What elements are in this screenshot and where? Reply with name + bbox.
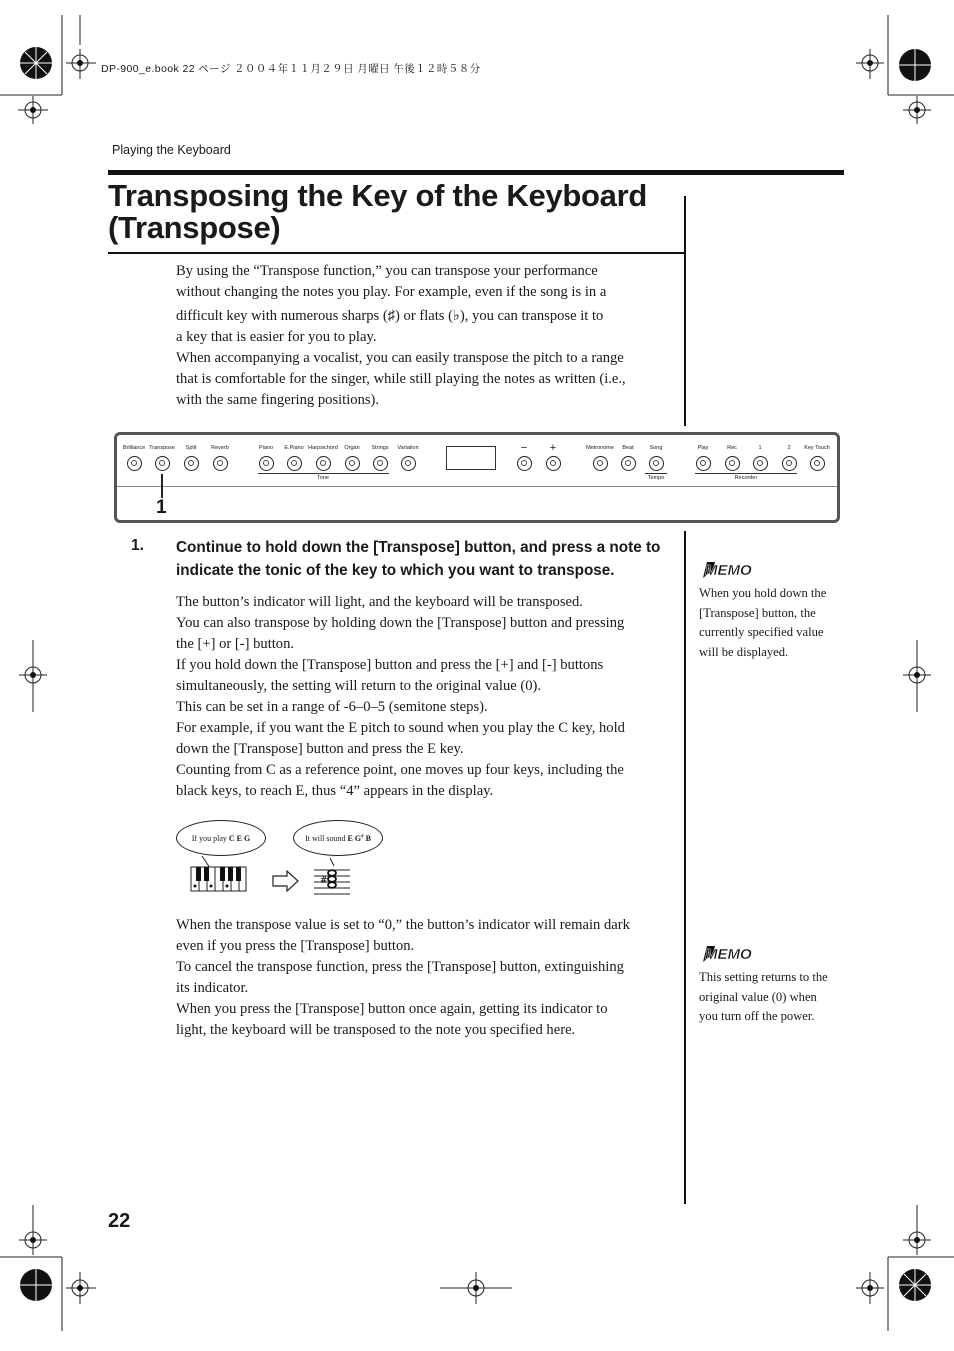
column-rule-lower <box>684 531 686 1204</box>
intro-text: ) or flats ( <box>395 308 453 324</box>
top-rule <box>108 170 844 175</box>
panel-button-label: Piano <box>258 445 274 451</box>
intro-line: that is comfortable for the singer, while still playing the notes as written (i.e., <box>176 371 626 387</box>
svg-text:#: # <box>320 876 328 886</box>
body-line: black keys, to reach E, thus “4” appears in the display. <box>176 783 494 799</box>
panel-button-label: Variation <box>397 445 419 451</box>
panel-display <box>446 446 496 470</box>
title-rule <box>108 252 686 254</box>
sound-prefix: It will sound <box>305 833 346 843</box>
body-line: the [+] or [-] button. <box>176 636 295 652</box>
flat-symbol: ♭ <box>452 308 460 324</box>
panel-button-label: 2 <box>787 445 791 451</box>
panel-button-label: Split <box>185 445 197 451</box>
body-line: The button’s indicator will light, and the keyboard will be transposed. <box>176 594 583 610</box>
step-instruction: Continue to hold down the [Transpose] button, and press a note to indicate the tonic of the key to which you want to transpose. <box>176 539 661 579</box>
arrow-right-icon <box>272 870 300 892</box>
intro-text: difficult key with numerous sharps ( <box>176 308 388 324</box>
callout-number: 1 <box>156 497 167 518</box>
panel-button-label: Rec <box>727 445 737 451</box>
body-line: simultaneously, the setting will return to the original value (0). <box>176 678 542 694</box>
body-line: Counting from C as a reference point, one moves up four keys, including the <box>176 762 624 778</box>
memo-line: will be displayed. <box>699 644 789 659</box>
body-line: even if you press the [Transpose] button. <box>176 938 415 954</box>
panel-button-label: E.Piano <box>284 445 304 451</box>
tone-group-label: Tone <box>317 475 329 481</box>
crop-header-text: DP-900_e.book 22 ページ ２００４年１１月２９日 月曜日 午後１２時５８分 <box>101 63 481 75</box>
panel-button-label: Reverb <box>211 445 229 451</box>
memo-badge-label: MEMO <box>705 946 752 963</box>
title-line-1: Transposing the Key of the Keyboard <box>108 178 647 213</box>
section-label: Playing the Keyboard <box>112 143 231 157</box>
callout-line <box>161 474 163 498</box>
panel-button-label: Key Touch <box>804 445 830 451</box>
tempo-group-label: Tempo <box>647 475 665 481</box>
play-notes: C E G <box>228 833 251 843</box>
intro-line: When accompanying a vocalist, you can easily transpose the pitch to a range <box>176 350 624 366</box>
body-line: When the transpose value is set to “0,” the button’s indicator will remain dark <box>176 917 630 933</box>
body-line: down the [Transpose] button and press the E key. <box>176 741 464 757</box>
panel-button-label: Beat <box>622 445 634 451</box>
tone-group-rule <box>258 473 389 474</box>
intro-line <box>176 306 666 327</box>
panel-button-label: + <box>549 442 557 454</box>
body-line: its indicator. <box>176 980 249 996</box>
recorder-group-label: Recorder <box>734 475 758 481</box>
memo-note <box>699 584 849 662</box>
intro-line: with the same fingering positions). <box>176 392 380 408</box>
body-line: To cancel the transpose function, press the [Transpose] button, extinguishing <box>176 959 624 975</box>
page-number: 22 <box>108 1210 131 1232</box>
memo-line: This setting returns to the <box>699 970 828 984</box>
intro-line: a key that is easier for you to play. <box>176 329 377 345</box>
body-line: This can be set in a range of -6–0–5 (semitone steps). <box>176 699 488 715</box>
memo-line: When you hold down the <box>699 586 827 600</box>
memo-badge-icon <box>701 558 757 580</box>
panel-button-label: 1 <box>758 445 762 451</box>
panel-button-label: Brilliance <box>122 445 146 451</box>
keyboard-icon <box>190 856 250 894</box>
sound-notes: B <box>363 833 371 843</box>
sound-notes: E G <box>347 833 362 843</box>
memo-badge-icon <box>701 942 757 964</box>
memo-line: currently specified value <box>699 625 824 639</box>
memo-note <box>699 968 849 1027</box>
play-bubble <box>176 820 266 856</box>
sharp-symbol: ♯ <box>387 308 396 324</box>
sharp-symbol: # <box>361 833 364 839</box>
memo-line: you turn off the power. <box>699 1009 815 1023</box>
panel-divider <box>117 486 837 487</box>
panel-button-label: Organ <box>344 445 360 451</box>
intro-text: ), you can transpose it to <box>459 308 604 324</box>
title-line-2: (Transpose) <box>108 210 281 245</box>
memo-badge-label: MEMO <box>705 562 752 579</box>
body-line: If you hold down the [Transpose] button and press the [+] and [-] buttons <box>176 657 604 673</box>
body-line: For example, if you want the E pitch to sound when you play the C key, hold <box>176 720 625 736</box>
panel-button-label: Transpose <box>149 445 175 451</box>
panel-button-label: Song <box>649 445 663 451</box>
music-notation-icon <box>310 856 354 898</box>
body-line: When you press the [Transpose] button once again, getting its indicator to <box>176 1001 608 1017</box>
panel-button-label: Harpsichord <box>308 445 338 451</box>
sound-bubble <box>293 820 383 856</box>
panel-button-label: Metronome <box>586 445 614 451</box>
step-number: 1. <box>131 537 144 554</box>
closing-body <box>176 915 666 1041</box>
step-body <box>176 592 666 802</box>
panel-button-label: − <box>520 442 528 454</box>
intro-line: without changing the notes you play. For example, even if the song is in a <box>176 284 607 300</box>
panel-button-label: Strings <box>371 445 389 451</box>
intro-line: By using the “Transpose function,” you can transpose your performance <box>176 263 598 279</box>
tempo-group-rule <box>645 473 667 474</box>
recorder-group-rule <box>695 473 797 474</box>
intro-paragraph <box>176 261 666 411</box>
body-line: You can also transpose by holding down the [Transpose] button and pressing <box>176 615 625 631</box>
body-line: light, the keyboard will be transposed to the note you specified here. <box>176 1022 576 1038</box>
memo-line: original value (0) when <box>699 989 817 1004</box>
play-prefix: If you play <box>191 833 227 843</box>
page-title <box>108 180 708 244</box>
panel-button-label: Play <box>697 445 709 451</box>
memo-line: [Transpose] button, the <box>699 605 816 620</box>
